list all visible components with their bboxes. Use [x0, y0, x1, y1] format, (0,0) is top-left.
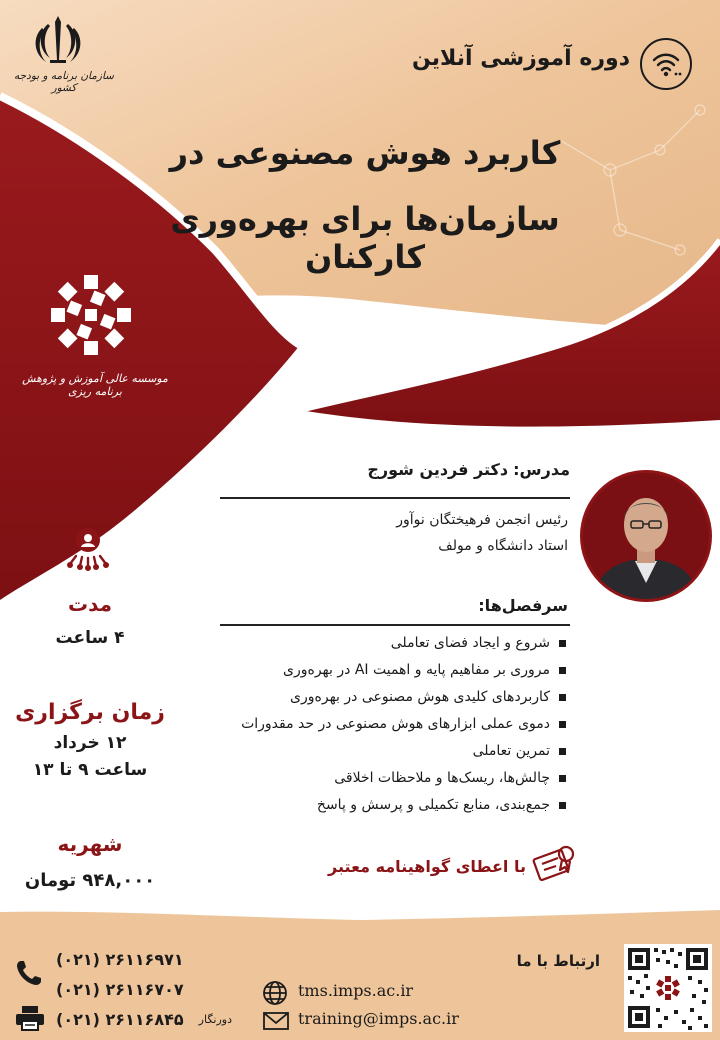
wifi-badge	[640, 38, 692, 90]
presenter-icon	[62, 520, 114, 572]
instructor-label: مدرس:	[513, 460, 570, 479]
ministry-name: سازمان برنامه و بودجه کشور	[14, 70, 114, 94]
schedule-date: ۱۲ خرداد	[53, 733, 127, 753]
institute-name: موسسه عالی آموزش و پژوهش برنامه ریزی	[22, 372, 168, 398]
wifi-icon	[642, 40, 690, 88]
certificate-badge	[530, 840, 580, 890]
fax-icon-wrap	[14, 1004, 46, 1032]
bullet-icon	[559, 694, 566, 701]
bullet-icon	[559, 775, 566, 782]
topic-item: دموی عملی ابزارهای هوش مصنوعی در حد مقدورات	[150, 711, 566, 738]
title-line-2: سازمان‌ها برای بهره‌وری کارکنان	[170, 200, 560, 276]
phone-2[interactable]: (۰۲۱) ۲۶۱۱۶۷۰۷	[56, 980, 184, 999]
topic-item: جمع‌بندی، منابع تکمیلی و پرسش و پاسخ	[150, 792, 566, 819]
certificate-text: با اعطای گواهینامه معتبر	[328, 857, 526, 876]
fax-label: دورنگار	[198, 1013, 232, 1026]
course-type: دوره آموزشی آنلاین	[411, 46, 630, 71]
topic-item: شروع و ایجاد فضای تعاملی	[150, 630, 566, 657]
instructor-divider	[220, 497, 570, 499]
phone-icon-wrap	[14, 958, 44, 988]
bullet-icon	[559, 721, 566, 728]
instructor-role-1: رئیس انجمن فرهیختگان نوآور	[396, 512, 568, 528]
fax-number[interactable]: (۰۲۱) ۲۶۱۱۶۸۴۵	[56, 1010, 184, 1029]
envelope-icon	[262, 1010, 290, 1032]
topic-item: کاربردهای کلیدی هوش مصنوعی در بهره‌وری	[150, 684, 566, 711]
certificate-icon	[530, 840, 580, 890]
schedule-time: ساعت ۹ تا ۱۳	[32, 760, 148, 780]
topics-list	[150, 630, 566, 819]
topic-item: چالش‌ها، ریسک‌ها و ملاحظات اخلاقی	[150, 765, 566, 792]
duration-value: ۴ ساعت	[55, 628, 125, 648]
fee-label: شهریه	[57, 832, 123, 856]
qr-code-icon	[624, 944, 712, 1032]
instructor-role-2: استاد دانشگاه و مولف	[438, 538, 568, 554]
ministry-logo	[28, 10, 88, 68]
email-link[interactable]: training@imps.ac.ir	[298, 1009, 459, 1028]
person-portrait-icon	[583, 473, 709, 599]
fee-value: ۹۴۸,۰۰۰ تومان	[24, 870, 156, 891]
topics-heading: سرفصل‌ها:	[478, 596, 568, 615]
instructor-name: دکتر فردین شورج	[367, 460, 509, 479]
topic-item: تمرین تعاملی	[150, 738, 566, 765]
speaker-icon-wrap	[62, 520, 114, 572]
institute-logo	[48, 272, 134, 358]
institute-emblem-icon	[48, 272, 134, 358]
duration-label: مدت	[67, 592, 113, 616]
website-link[interactable]: tms.imps.ac.ir	[298, 981, 414, 1000]
globe-icon	[262, 980, 288, 1006]
schedule-label: زمان برگزاری	[15, 700, 165, 725]
web-icon-wrap	[262, 980, 288, 1006]
instructor-line	[300, 460, 570, 479]
printer-icon	[14, 1004, 46, 1032]
topics-divider	[220, 624, 570, 626]
bullet-icon	[559, 667, 566, 674]
instructor-photo	[580, 470, 712, 602]
bullet-icon	[559, 802, 566, 809]
contact-heading: ارتباط با ما	[516, 952, 600, 970]
phone-1[interactable]: (۰۲۱) ۲۶۱۱۶۹۷۱	[56, 950, 184, 969]
bullet-icon	[559, 640, 566, 647]
emblem-icon	[28, 10, 88, 68]
mail-icon-wrap	[262, 1010, 290, 1032]
title-line-1: کاربرد هوش مصنوعی در	[169, 134, 561, 172]
bullet-icon	[559, 748, 566, 755]
phone-icon	[14, 958, 44, 988]
qr-code[interactable]	[624, 944, 712, 1032]
topic-item: مروری بر مفاهیم پایه و اهمیت AI در بهره‌وری	[150, 657, 566, 684]
